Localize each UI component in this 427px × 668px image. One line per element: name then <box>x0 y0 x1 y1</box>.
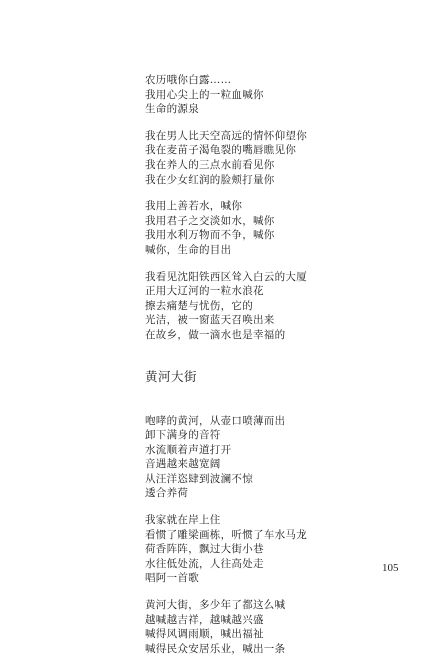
poem-line: 我家就在岸上住 <box>145 514 221 527</box>
poem-line: 水往低处流，人往高处走 <box>145 557 264 570</box>
poem-line: 我在养人的三点水前看见你 <box>145 158 275 171</box>
poem-line: 喊你，生命的目出 <box>145 243 232 256</box>
poem-line: 生命的源泉 <box>145 103 199 116</box>
poem-line: 我在麦苗子渴龟裂的嘴唇瞧见你 <box>145 144 297 157</box>
poem-line: 荷香阵阵，飘过大街小巷 <box>145 543 264 556</box>
poem-line: 光洁，被一窗蓝天召唤出来 <box>145 314 275 327</box>
stanza <box>145 73 405 117</box>
poem-line: 卸下满身的音符 <box>145 429 221 442</box>
poem-line: 看惯了雕梁画栋，听惯了车水马龙 <box>145 528 307 541</box>
poem-line: 从汪洋恣肆到波澜不惊 <box>145 472 253 485</box>
page-number: 105 <box>382 562 399 574</box>
poem-line: 我用心尖上的一粒血喊你 <box>145 88 264 101</box>
stanza <box>145 129 405 187</box>
poem-line: 我用上善若水，喊你 <box>145 200 243 213</box>
poem-line: 正用大辽河的一粒水浪花 <box>145 285 264 298</box>
stanza <box>145 199 405 257</box>
stanza <box>145 513 405 586</box>
poem-line: 我用水利万物而不争，喊你 <box>145 229 275 242</box>
stanza <box>145 270 405 343</box>
stanza <box>145 414 405 502</box>
poem-line: 我在男人比天空高远的情怀仰望你 <box>145 129 307 142</box>
poem-line: 水流顺着声道打开 <box>145 443 232 456</box>
poem-line: 咆哮的黄河，从壶口喷薄而出 <box>145 414 286 427</box>
poem-line: 擦去痛楚与忧伤，它的 <box>145 299 253 312</box>
poem-line: 喊得民众安居乐业，喊出一条 <box>145 642 286 655</box>
poem-continuation <box>145 73 405 343</box>
poem-line: 唱阿一首歌 <box>145 572 199 585</box>
page-content <box>145 73 405 668</box>
poem-line: 逶合养荷 <box>145 487 189 500</box>
poem-line: 我用君子之交淡如水，喊你 <box>145 214 275 227</box>
poem-line: 黄河大街，多少年了都这么喊 <box>145 599 286 612</box>
poem-line: 越喊越吉祥，越喊越兴盛 <box>145 613 264 626</box>
poem-line: 我在少女红润的脸颊打量你 <box>145 173 275 186</box>
poem-line: 我看见沈阳铁西区耸入白云的大厦 <box>145 270 307 283</box>
poem-line: 农历哦你白露…… <box>145 74 232 86</box>
poem-line: 在故乡，做一滴水也是幸福的 <box>145 328 286 341</box>
poem-line: 喊得风调雨顺，喊出福祉 <box>145 628 264 641</box>
poem-body <box>145 414 405 657</box>
stanza <box>145 598 405 656</box>
poem-line: 音遇越来越宽阔 <box>145 458 221 471</box>
poem-title: 黄河大街 <box>145 368 198 384</box>
